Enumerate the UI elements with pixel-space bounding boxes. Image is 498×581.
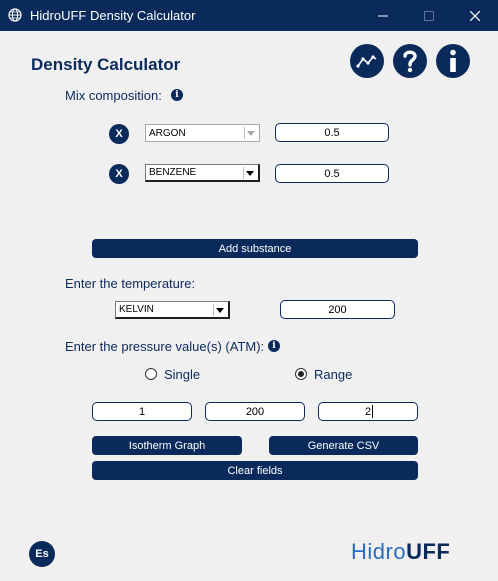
chart-line-icon	[356, 54, 378, 68]
maximize-button[interactable]	[406, 0, 452, 31]
chevron-down-icon	[243, 167, 256, 179]
range-radio[interactable]	[295, 368, 307, 380]
isotherm-graph-button[interactable]: Isotherm Graph	[92, 436, 242, 455]
graph-button[interactable]	[350, 44, 384, 78]
fraction-field[interactable]: 0.5	[275, 164, 389, 183]
title-bar	[0, 0, 498, 31]
minimize-button[interactable]	[360, 0, 406, 31]
single-radio-label[interactable]: Single	[164, 367, 201, 382]
help-icon	[400, 48, 420, 74]
pressure-label: Enter the pressure value(s) (ATM):	[65, 339, 265, 354]
substance-select[interactable]	[145, 124, 260, 142]
temperature-label: Enter the temperature:	[65, 276, 196, 291]
info-icon	[448, 49, 458, 73]
chevron-down-icon	[244, 127, 257, 139]
globe-icon	[8, 8, 22, 22]
fraction-field[interactable]: 0.5	[275, 123, 389, 142]
logo-part1: Hidro	[351, 539, 407, 564]
text-caret	[372, 405, 373, 418]
logo-part2: UFF	[406, 539, 451, 564]
chevron-down-icon	[213, 304, 226, 316]
minimize-icon	[378, 11, 388, 21]
info-icon[interactable]: i	[268, 340, 280, 352]
info-icon[interactable]: i	[171, 89, 183, 101]
remove-substance-button[interactable]: X	[109, 164, 129, 184]
close-button[interactable]	[452, 0, 498, 31]
range-end-field[interactable]: 200	[205, 402, 305, 421]
remove-substance-button[interactable]: X	[109, 124, 129, 144]
maximize-icon	[424, 11, 434, 21]
single-radio[interactable]	[145, 368, 157, 380]
language-button[interactable]: Es	[29, 541, 55, 567]
page-title: Density Calculator	[31, 55, 181, 74]
temperature-field[interactable]: 200	[280, 300, 395, 319]
add-substance-button[interactable]: Add substance	[92, 239, 418, 258]
info-button[interactable]	[436, 44, 470, 78]
substance-select-value: BENZENE	[149, 167, 197, 178]
close-icon	[470, 11, 480, 21]
mix-composition-label: Mix composition:	[65, 88, 162, 103]
clear-fields-button[interactable]: Clear fields	[92, 461, 418, 480]
hidrouff-logo	[351, 539, 450, 565]
substance-select-value: ARGON	[149, 127, 186, 139]
temperature-unit-select[interactable]	[115, 301, 230, 319]
substance-select[interactable]	[145, 164, 260, 182]
range-radio-label[interactable]: Range	[314, 367, 353, 382]
range-step-field[interactable]	[318, 402, 418, 421]
generate-csv-button[interactable]: Generate CSV	[269, 436, 418, 455]
temperature-unit-value: KELVIN	[119, 304, 154, 315]
range-start-field[interactable]: 1	[92, 402, 192, 421]
help-button[interactable]	[393, 44, 427, 78]
window-title: HidroUFF Density Calculator	[30, 8, 196, 23]
range-step-value: 2	[364, 405, 372, 418]
